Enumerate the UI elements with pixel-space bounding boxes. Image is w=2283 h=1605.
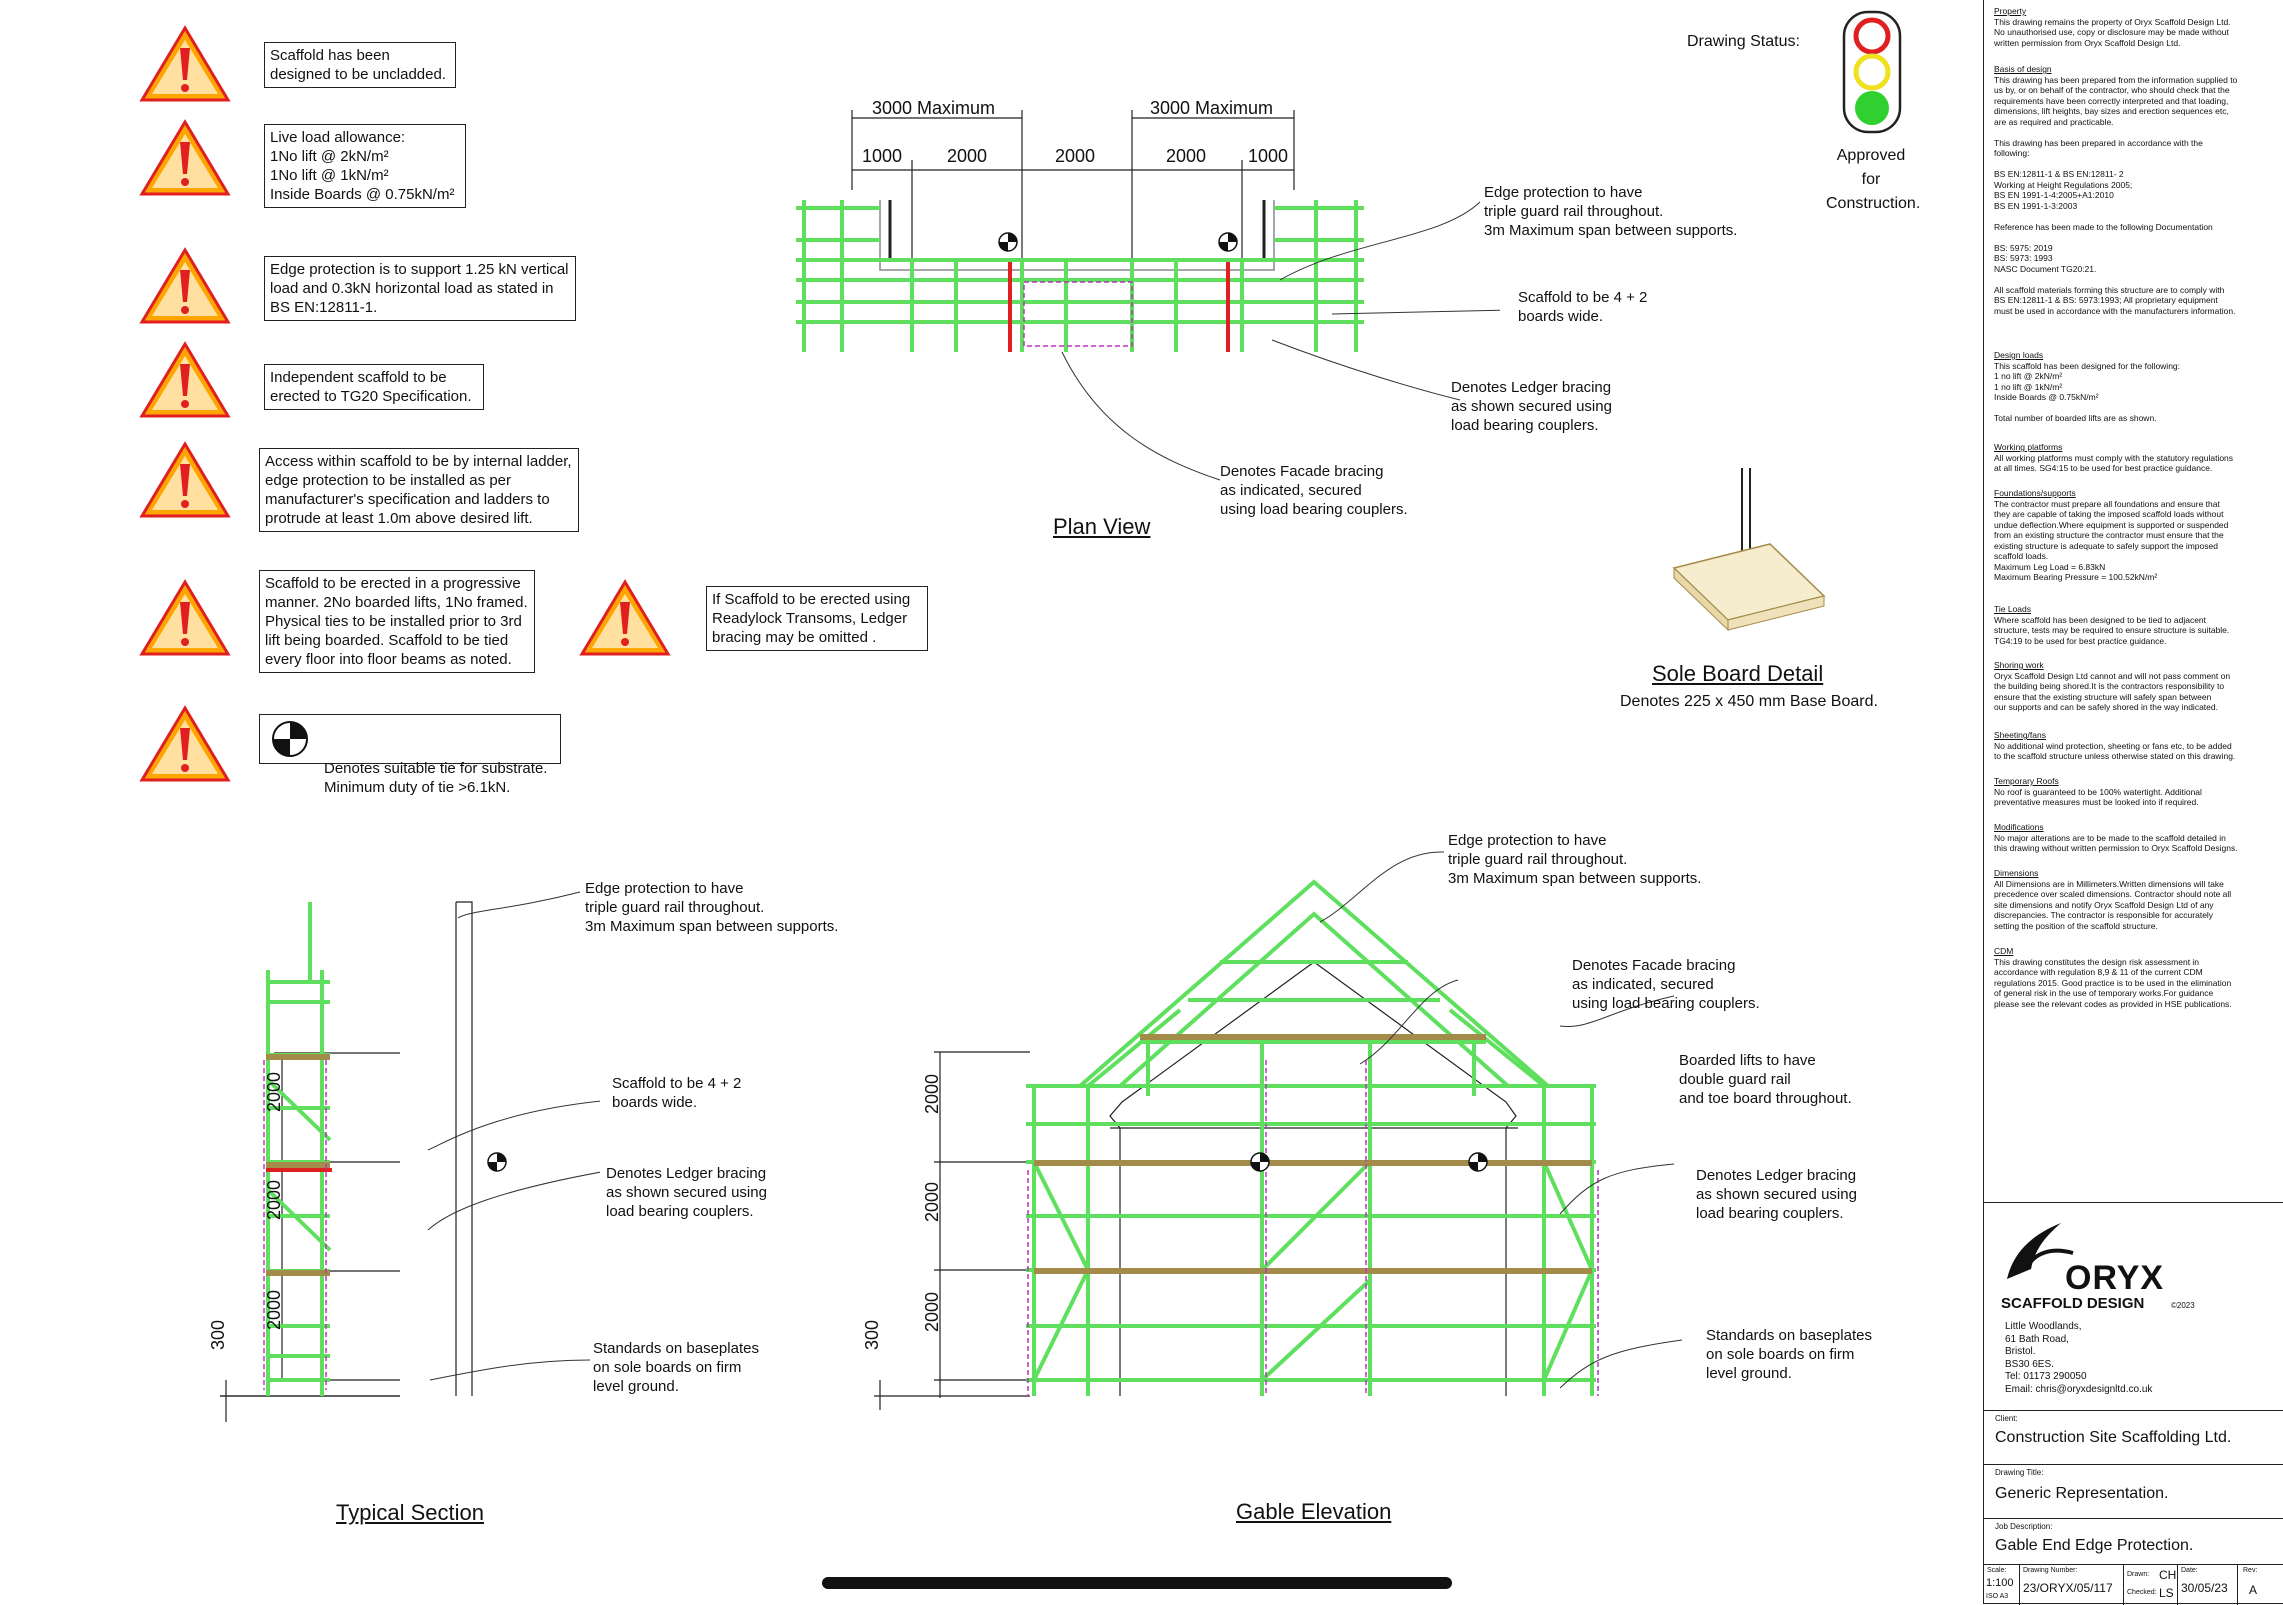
sole-board-caption: Denotes 225 x 450 mm Base Board. — [1620, 693, 1878, 710]
gable-dim-4: 300 — [862, 1319, 882, 1350]
gable-dim-3: 2000 — [922, 1291, 942, 1332]
notes-modifications: Modifications No major alterations are to be made to the scaffold detailed in this drawing without written permission to Oryx Scaffold Designs. — [1994, 822, 2238, 853]
company-name: ORYX — [2065, 1259, 2165, 1297]
gable-dim-1: 2000 — [922, 1073, 942, 1114]
drawing-number-cell — [2019, 1565, 2124, 1605]
plan-dim-top-1: 3000 Maximum — [872, 98, 996, 118]
plan-label-boards: Scaffold to be 4 + 2 boards wide. — [1518, 289, 1648, 325]
note-tie — [259, 714, 561, 796]
section-dim-2: 2000 — [264, 1179, 284, 1220]
traffic-light-icon — [1840, 8, 1904, 136]
date-value: 30/05/23 — [2181, 1581, 2228, 1595]
company-address: Little Woodlands, 61 Bath Road, Bristol. BS30 6ES. Tel: 01173 290050 Email: chris@oryxdesignltd.co.uk — [2005, 1321, 2153, 1395]
gable-elevation-title: Gable Elevation — [1236, 1499, 1392, 1524]
warning-icon — [142, 444, 228, 516]
notes-basis: Basis of design This drawing has been prepared from the information supplied to us by, or on behalf of the contractor, who should check that the requirements have been correctly interpreted and that loading, dimensions, lift heights, bay sizes and erection sequences etc, are as required and practicable. This drawing has been prepared in accordance with the following: BS EN:12811-1 & BS EN:12811- 2 Working at Height Regulations 2005; BS EN 1991-1-4:2005+A1:2010 BS EN 1991-1-3:2003 Reference has been made to the following Documentation BS: 5975: 2019 BS: 5973: 1993 NASC Document TG20:21. All scaffold materials forming this structure are to comply with BS EN:12811-1 & BS: 5973:1993; All proprietary equipment must be used in accordance with the manufacturers information. — [1994, 64, 2238, 316]
section-label-edge: Edge protection to have triple guard rail throughout. 3m Maximum span between supports. — [585, 880, 839, 935]
sole-board-drawing — [1670, 468, 1830, 648]
warning-icon — [142, 344, 228, 416]
plan-view-title: Plan View — [1053, 514, 1151, 539]
plan-dim-4: 2000 — [1166, 146, 1207, 166]
warning-icon — [142, 582, 228, 654]
gable-leader-lines — [1320, 830, 1700, 1390]
notes-tie-loads: Tie Loads Where scaffold has been designed to be tied to adjacent structure, tests may be required to ensure structure is suitable. TG4:19 to be used for best practice guidance. — [1994, 604, 2230, 646]
warning-icon — [142, 250, 228, 322]
gable-label-standards: Standards on baseplates on sole boards on firm level ground. — [1706, 1327, 1872, 1382]
drawing-title-value: Generic Representation. — [1995, 1485, 2169, 1502]
rev-caption: Rev: — [2243, 1567, 2258, 1574]
note-live-load: Live load allowance: 1No lift @ 2kN/m² 1No lift @ 1kN/m² Inside Boards @ 0.75kN/m² — [264, 124, 466, 208]
drawing-title-caption: Drawing Title: — [1995, 1468, 2044, 1477]
notes-shoring: Shoring work Oryx Scaffold Design Ltd cannot and will not pass comment on the building being shored.It is the contractors responsibility to ensure that the existing structure will safely span between our supports and can be safely shored in the way indicated. — [1994, 660, 2231, 712]
company-subname: SCAFFOLD DESIGN — [2001, 1295, 2145, 1312]
job-box — [1983, 1518, 2283, 1564]
approved-label: Approved for Construction. — [1826, 147, 1921, 212]
plan-label-ledger: Denotes Ledger bracing as shown secured using load bearing couplers. — [1451, 379, 1612, 434]
notes-sheeting: Sheeting/fans No additional wind protection, sheeting or fans etc, to be added to the scaffold structure unless otherwise stated on this drawing. — [1994, 730, 2236, 761]
sole-board-title: Sole Board Detail — [1652, 661, 1824, 686]
scale-value: 1:100 — [1986, 1577, 2014, 1589]
notes-cdm: CDM This drawing constitutes the design risk assessment in accordance with regulation 8,9 & 11 of the current CDM regulations 2015. Good practice is to be used in the elimination of general risk in the use of temporary works.For guidance please see the relevant codes as provided in HSE publications. — [1994, 946, 2232, 1009]
section-label-standards: Standards on baseplates on sole boards on firm level ground. — [593, 1340, 759, 1395]
plan-dim-1: 1000 — [862, 146, 903, 166]
job-caption: Job Description: — [1995, 1522, 2053, 1531]
warning-icon — [142, 708, 228, 780]
warning-icon — [142, 122, 228, 194]
notes-property: Property This drawing remains the property of Oryx Scaffold Design Ltd. No unauthorised use, copy or disclosure may be made without written permission from Oryx Scaffold Design Ltd. — [1994, 6, 2231, 48]
typical-section-title: Typical Section — [336, 1500, 484, 1525]
section-label-ledger: Denotes Ledger bracing as shown secured using load bearing couplers. — [606, 1165, 767, 1220]
section-label-boards: Scaffold to be 4 + 2 boards wide. — [612, 1075, 742, 1111]
drawing-title-box — [1983, 1464, 2283, 1518]
tie-note-text: Denotes suitable tie for substrate. Minimum duty of tie >6.1kN. — [324, 760, 548, 796]
note-unclad: Scaffold has been designed to be uncladded. — [264, 42, 456, 88]
note-access: Access within scaffold to be by internal ladder, edge protection to be installed as per manufacturer's specification and ladders to protrude at least 1.0m above desired lift. — [259, 448, 579, 532]
plan-dim-top-2: 3000 Maximum — [1150, 98, 1274, 118]
plan-label-edge: Edge protection to have triple guard rail throughout. 3m Maximum span between supports. — [1484, 184, 1738, 239]
client-value: Construction Site Scaffolding Ltd. — [1995, 1429, 2232, 1446]
notes-design-loads: Design loads This scaffold has been designed for the following: 1 no lift @ 2kN/m² 1 no lift @ 1kN/m² Inside Boards @ 0.75kN/m² Total number of boarded lifts are as shown. — [1994, 350, 2181, 423]
note-progressive: Scaffold to be erected in a progressive manner. 2No boarded lifts, 1No framed. Physical ties to be installed prior to 3rd lift being boarded. Scaffold to be tied every floor into floor beams as noted. — [259, 570, 535, 673]
rev-value: A — [2249, 1583, 2258, 1597]
scroll-indicator[interactable] — [822, 1577, 1452, 1589]
notes-working-platforms: Working platforms All working platforms must comply with the statutory regulations at all times. SG4:15 to be used for best practice guidance. — [1994, 442, 2234, 473]
note-readylock: If Scaffold to be erected using Readylock Transoms, Ledger bracing may be omitted . — [706, 586, 928, 651]
plan-dim-3: 2000 — [1055, 146, 1096, 166]
section-dim-3: 2000 — [264, 1289, 284, 1330]
note-edge-protection: Edge protection is to support 1.25 kN vertical load and 0.3kN horizontal load as stated in BS EN:12811-1. — [264, 256, 576, 321]
drawn-checked-cell — [2123, 1565, 2178, 1605]
scale-caption: Scale: — [1987, 1567, 2007, 1574]
date-caption: Date: — [2181, 1567, 2198, 1574]
drawn-value: CH — [2159, 1568, 2177, 1582]
drawing-status-label: Drawing Status: — [1687, 33, 1800, 50]
plan-dim-2: 2000 — [947, 146, 988, 166]
gable-label-boarded: Boarded lifts to have double guard rail and toe board throughout. — [1679, 1052, 1852, 1107]
warning-icon — [142, 28, 228, 100]
drawn-caption: Drawn: — [2127, 1571, 2150, 1578]
notes-dimensions: Dimensions All Dimensions are in Millimeters.Written dimensions will take precedence over scaled dimensions. Contractor should note all site dimensions and notify Oryx Scaffold Design Ltd of any discrepancies. The contractor is responsible for accurately setting the position of the scaffold structure. — [1994, 868, 2232, 931]
info-row — [1983, 1564, 2283, 1604]
client-box — [1983, 1410, 2283, 1464]
gable-label-ledger: Denotes Ledger bracing as shown secured using load bearing couplers. — [1696, 1167, 1857, 1222]
plan-label-facade: Denotes Facade bracing as indicated, secured using load bearing couplers. — [1220, 463, 1408, 518]
plan-leader-lines — [1270, 180, 1500, 510]
section-leader-lines — [300, 870, 600, 1410]
gable-label-facade: Denotes Facade bracing as indicated, secured using load bearing couplers. — [1572, 957, 1760, 1012]
warning-icon — [582, 582, 668, 654]
scale-cell — [1983, 1565, 2020, 1605]
notes-temporary-roofs: Temporary Roofs No roof is guaranteed to be 100% watertight. Additional preventative measures must be looked into if required. — [1994, 776, 2202, 807]
drawing-number-value: 23/ORYX/05/117 — [2023, 1581, 2113, 1595]
checked-caption: Checked: — [2127, 1589, 2157, 1596]
tie-symbol-icon — [270, 719, 310, 759]
section-dim-1: 2000 — [264, 1071, 284, 1112]
notes-foundations: Foundations/supports The contractor must prepare all foundations and ensure that they are capable of taking the imposed scaffold loads without undue deflection.Where equipment is supported or suspended from an existing structure the contractor must ensure that the existing structure is adequate to safely support the imposed scaffold loads. Maximum Leg Load = 6.83kN Maximum Bearing Pressure = 100.52kN/m² — [1994, 488, 2229, 582]
gable-dim-2: 2000 — [922, 1181, 942, 1222]
checked-value: LS — [2159, 1586, 2174, 1600]
company-block — [1983, 1202, 2283, 1410]
rev-cell — [2237, 1565, 2283, 1605]
gable-label-edge: Edge protection to have triple guard rail throughout. 3m Maximum span between supports. — [1448, 832, 1702, 887]
drawing-number-caption: Drawing Number: — [2023, 1567, 2078, 1574]
plan-facade-leader — [1060, 350, 1230, 490]
plan-dim-5: 1000 — [1248, 146, 1289, 166]
client-caption: Client: — [1995, 1414, 2018, 1423]
note-tg20: Independent scaffold to be erected to TG20 Specification. — [264, 364, 484, 410]
date-cell — [2177, 1565, 2238, 1605]
company-copyright: ©2023 — [2171, 1301, 2195, 1310]
job-value: Gable End Edge Protection. — [1995, 1537, 2194, 1554]
section-dim-4: 300 — [208, 1319, 228, 1350]
paper-size: ISO A3 — [1986, 1593, 2009, 1600]
